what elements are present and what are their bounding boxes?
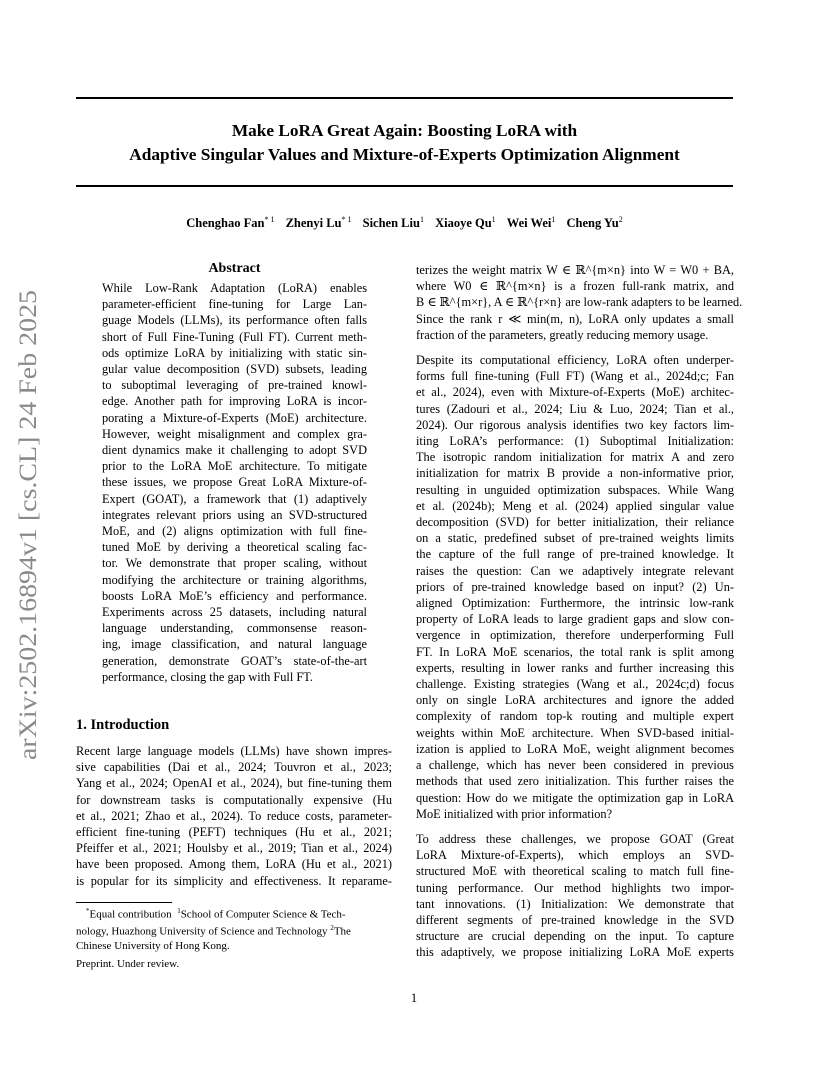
abstract-line: Experiments across 25 datasets, including natural	[102, 605, 367, 620]
text-line: Since the rank r ≪ min(m, n), LoRA only updates a small	[416, 311, 734, 326]
arxiv-stamp-text: arXiv:2502.16894v1 [cs.CL] 24 Feb 2025	[15, 339, 42, 760]
text-line: structured MoE with theoretical scaling to match full fine-	[416, 864, 734, 879]
text-line: B ∈ ℝ^{m×r}, A ∈ ℝ^{r×n} are low-rank adapters to be learned.	[416, 295, 743, 310]
text-line: vergence in optimization, therefore underperforming Full	[416, 628, 734, 643]
author: Xiaoye Qu$^1$	[435, 215, 496, 231]
intro-line: have been proposed. Among them, LoRA (Hu et al., 2021)	[76, 857, 392, 872]
text-line: property of LoRA leads to large gradient gaps and slow con-	[416, 612, 734, 627]
text-line: experts, resulting in lower ranks and further increasing this	[416, 660, 734, 675]
intro-line: et al., 2021; Zhao et al., 2024). To reduce costs, parameter-	[76, 808, 392, 823]
text-line: et al., 2024), even with Mixture-of-Experts (MoE) architec-	[416, 385, 734, 400]
text-line: only on single LoRA architectures and ignore the added	[416, 693, 734, 708]
text-line: tures (Zadouri et al., 2024; Liu & Luo, 2024; Tian et al.,	[416, 401, 734, 416]
text-line: where W0 ∈ ℝ^{m×n} is a frozen full-rank matrix, and	[416, 279, 734, 294]
abstract-line: parameter-efficient fine-tuning for Large Lan-	[102, 297, 367, 312]
text-line: tuning performance. Our method highlights two impor-	[416, 880, 734, 895]
text-line: The isotropic random initialization for matrix A and zero	[416, 450, 734, 465]
author-list	[76, 215, 733, 231]
text-line: LoRA Mixture-of-Experts), which employs an SVD-	[416, 848, 734, 863]
author: Zhenyi Lu$^{* 1}$	[285, 215, 352, 231]
title-line-1: Make LoRA Great Again: Boosting LoRA with	[231, 121, 578, 140]
text-line: a challenge, which has never been considered in previous	[416, 758, 734, 773]
abstract-heading: Abstract	[208, 261, 261, 276]
abstract-line: However, weight misalignment and complex gra-	[102, 426, 367, 441]
text-line: FT. In LoRA MoE scenarios, the total rank is split among	[416, 644, 734, 659]
page-number: 1	[410, 991, 418, 1005]
paragraph	[416, 352, 734, 822]
intro-line: for downstream tasks is computationally expensive (Hu	[76, 792, 392, 807]
paragraph	[416, 262, 743, 343]
abstract-line: tuned MoE by deriving a theoretical scaling fac-	[102, 540, 367, 555]
abstract-line: these issues, we propose Great LoRA Mixture-of-	[102, 475, 367, 490]
text-line: different segments of pre-trained knowledge in the SVD	[416, 912, 734, 927]
abstract-line: boosts LoRA MoE’s efficiency and performance.	[102, 588, 367, 603]
intro-line: sive capabilities (Dai et al., 2024; Touvron et al., 2023;	[76, 760, 392, 775]
abstract-line: modifying the architecture or training algorithms,	[102, 572, 367, 587]
title-bottom-rule	[76, 185, 733, 187]
footnote-rule	[76, 902, 172, 903]
text-line: this adaptively, we propose initializing LoRA MoE experts	[416, 945, 734, 960]
text-line: forms full fine-tuning (Full FT) (Wang et al., 2024d;c; Fan	[416, 369, 734, 384]
author: Sichen Liu$^1$	[362, 215, 424, 231]
abstract-line: Expert (GOAT), a framework that (1) adaptively	[102, 491, 367, 506]
abstract-line: guage Models (LLMs), its performance often falls	[102, 313, 367, 328]
abstract-line: integrates relevant priors using an SVD-structured	[102, 507, 367, 522]
text-line: resulting in unguided optimization subspaces. While Wang	[416, 482, 734, 497]
text-line: priors of pre-trained knowledge based on input? (2) Un-	[416, 579, 734, 594]
abstract-line: edge. Another path for improving LoRA is incor-	[102, 394, 367, 409]
paper-title	[76, 119, 733, 167]
text-line: complexity of random top-k routing and multiple expert	[416, 709, 734, 724]
text-line: structure are crucial depending on the input. To capture	[416, 929, 734, 944]
text-line: weights within MoE architecture. When SVD-based initial-	[416, 725, 734, 740]
text-line: To address these challenges, we propose GOAT (Great	[416, 831, 734, 846]
intro-line: efficient fine-tuning (PEFT) techniques (Hu et al., 2021;	[76, 825, 392, 840]
abstract-line: While Low-Rank Adaptation (LoRA) enables	[102, 281, 367, 295]
abstract-line: prior to the LoRA MoE architecture. To mitigate	[102, 459, 367, 474]
text-line: MoE initialized with prior information?	[416, 806, 613, 821]
abstract-line: dient dynamics make it challenging to adopt SVD	[102, 443, 367, 458]
top-rule	[76, 97, 733, 99]
text-line: Despite its computational efficiency, LoRA often underper-	[416, 353, 734, 368]
text-line: question: How do we mitigate the optimization gap in LoRA	[416, 790, 734, 805]
introduction-body	[76, 743, 392, 889]
text-line: decomposition (SVD) for better initialization, their reliance	[416, 515, 734, 530]
text-line: methods that used zero initialization. This further raises the	[416, 774, 734, 789]
intro-line: is popular for its simplicity and effectiveness. It reparame-	[76, 873, 392, 888]
abstract-line: ing, image classification, and natural language	[102, 637, 367, 652]
text-line: et al. (2024b); Meng et al. (2024) applied singular value	[416, 498, 734, 513]
abstract-line: performance, closing the gap with Full FT.	[102, 669, 313, 684]
text-line: initialization for matrix B provide a non-informative prior,	[416, 466, 734, 481]
author: Wei Wei$^1$	[506, 215, 556, 231]
footnote: *Equal contribution $^1$School of Computer Science & Tech- nology, Huazhong University of Science and Technology $^2$The Chinese University of Hong Kong.	[76, 907, 351, 952]
text-line: 2024). Our rigorous analysis identifies two key factors lim-	[416, 417, 734, 432]
preprint-note: Preprint. Under review.	[76, 958, 180, 970]
text-line: terizes the weight matrix W ∈ ℝ^{m×n} into W = W0 + BA,	[416, 263, 734, 277]
text-line: on a static, predefined subset of pre-trained weights limits	[416, 531, 734, 546]
intro-line: Recent large language models (LLMs) have shown impres-	[76, 744, 392, 758]
intro-line: Pfeiffer et al., 2021; Houlsby et al., 2019; Tian et al., 2024)	[76, 841, 392, 856]
abstract-line: gular value decomposition (SVD) subsets, leading	[102, 362, 367, 377]
text-line: ization is applied to LoRA MoE, weight alignment becomes	[416, 741, 734, 756]
text-line: fraction of the parameters, greatly reducing memory usage.	[416, 327, 709, 342]
arxiv-stamp	[8, 290, 44, 760]
text-line: tant innovations. (1) Initialization: We demonstrate that	[416, 896, 734, 911]
text-line: aligned Optimization: Furthermore, the intrinsic low-rank	[416, 596, 734, 611]
text-line: iting LoRA’s performance: (1) Suboptimal Initialization:	[416, 434, 734, 449]
author: Cheng Yu$^2$	[566, 215, 623, 231]
abstract-line: porating a Mixture-of-Experts (MoE) architecture.	[102, 410, 367, 425]
abstract-line: generation, demonstrate GOAT’s state-of-the-art	[102, 653, 367, 668]
right-column	[416, 262, 743, 961]
introduction-heading: 1. Introduction	[76, 717, 170, 733]
intro-line: Yang et al., 2024; OpenAI et al., 2024), but fine-tuning them	[76, 776, 392, 791]
text-line: challenge. Existing strategies (Wang et al., 2024c;d) focus	[416, 677, 734, 692]
abstract-line: short of Full Fine-Tuning (Full FT). Current meth-	[102, 329, 367, 344]
author: Chenghao Fan$^{* 1}$	[186, 215, 275, 231]
abstract-line: tor. We demonstrate that proper scaling, without	[102, 556, 367, 571]
text-line: the capture of the full range of pre-trained knowledge. It	[416, 547, 734, 562]
abstract-line: language understanding, commonsense reason-	[102, 621, 367, 636]
abstract-line: to suboptimal leveraging of pre-trained knowl-	[102, 378, 367, 393]
paragraph	[416, 831, 734, 961]
abstract-line: MoE, and (2) aligns optimization with full fine-	[102, 524, 367, 539]
title-line-2: Adaptive Singular Values and Mixture-of-Experts Optimization Alignment	[129, 145, 680, 164]
text-line: raises the question: Can we adaptively integrate relevant	[416, 563, 734, 578]
abstract-body	[102, 280, 367, 685]
abstract-line: ods optimize LoRA by initializing with static sin-	[102, 345, 367, 360]
